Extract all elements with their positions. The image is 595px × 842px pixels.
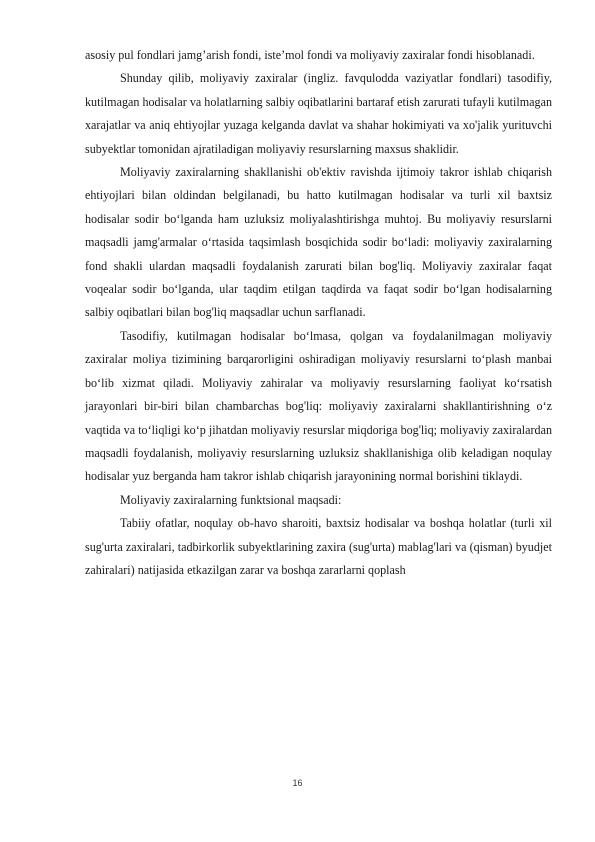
paragraph-3: Moliyaviy zaxiralarning shakllanishi ob'ektiv ravishda ijtimoiy takror ishlab chiqarish ehtiyojlari bilan oldindan belgilanadi, bu hatto kutilmagan hodisalar va turli xil baxtsiz hodisalar sodir bo‘lganda ham uzluksiz moliyalashtirishga muhtoj. Bu moliyaviy resurslarni maqsadli jamg'armalar o‘rtasida taqsimlash bosqichida sodir bo‘ladi: moliyaviy zaxiralarning fond shakli ulardan maqsadli foydalanish zarurati bilan bog'liq. Moliyaviy zaxiralar faqat voqealar sodir bo‘lganda, ular taqdim etilgan taqdirda va faqat sodir bo‘lgan hodisalarning salbiy oqibatlari bilan bog'liq maqsadlar uchun sarflanadi. bbox=[85, 165, 552, 320]
document-body bbox=[85, 44, 552, 582]
paragraph-4: Tasodifiy, kutilmagan hodisalar bo‘lmasa, qolgan va foydalanilmagan moliyaviy zaxiralar moliya tizimining barqarorligini oshiradigan moliyaviy resurslarni to‘plash manbai bo‘lib xizmat qiladi. Moliyaviy zahiralar va moliyaviy resurslarning faoliyat ko‘rsatish jarayonlari bir-biri bilan chambarchas bog'liq: moliyaviy zaxiralarni shakllantirishning o‘z vaqtida va to‘liqligi ko‘p jihatdan moliyaviy resurslar miqdoriga bog'liq; moliyaviy zaxiralardan maqsadli foydalanish, moliyaviy resurslarning uzluksiz shakllanishiga olib keladigan noqulay hodisalar yuz berganda ham takror ishlab chiqarish jarayonining normal borishini tiklaydi. bbox=[85, 328, 552, 484]
paragraph-5: Moliyaviy zaxiralarning funktsional maqsadi: bbox=[120, 492, 342, 507]
paragraph-1: asosiy pul fondlari jamg’arish fondi, iste’mol fondi va moliyaviy zaxiralar fondi hisoblanadi. bbox=[85, 48, 535, 62]
paragraph-6: Tabiiy ofatlar, noqulay ob-havo sharoiti, baxtsiz hodisalar va boshqa holatlar (turli xil sug'urta zaxiralari, tadbirkorlik subyektlarining zaxira (sug'urta) mablag'lari va (qisman) byudjet zahiralari) natijasida etkazilgan zarar va boshqa zararlarni qoplash bbox=[85, 516, 552, 577]
page-number: 16 bbox=[292, 778, 303, 788]
paragraph-2: Shunday qilib, moliyaviy zaxiralar (ingliz. favqulodda vaziyatlar fondlari) tasodifiy, kutilmagan hodisalar va holatlarning salbiy oqibatlarini bartaraf etish zarurati tufayli kutilmagan xarajatlar va aniq ehtiyojlar yuzaga kelganda davlat va shahar hokimiyati va xo'jalik yurituvchi subyektlar tomonidan ajratiladigan moliyaviy resurslarning maxsus shaklidir. bbox=[85, 71, 552, 156]
